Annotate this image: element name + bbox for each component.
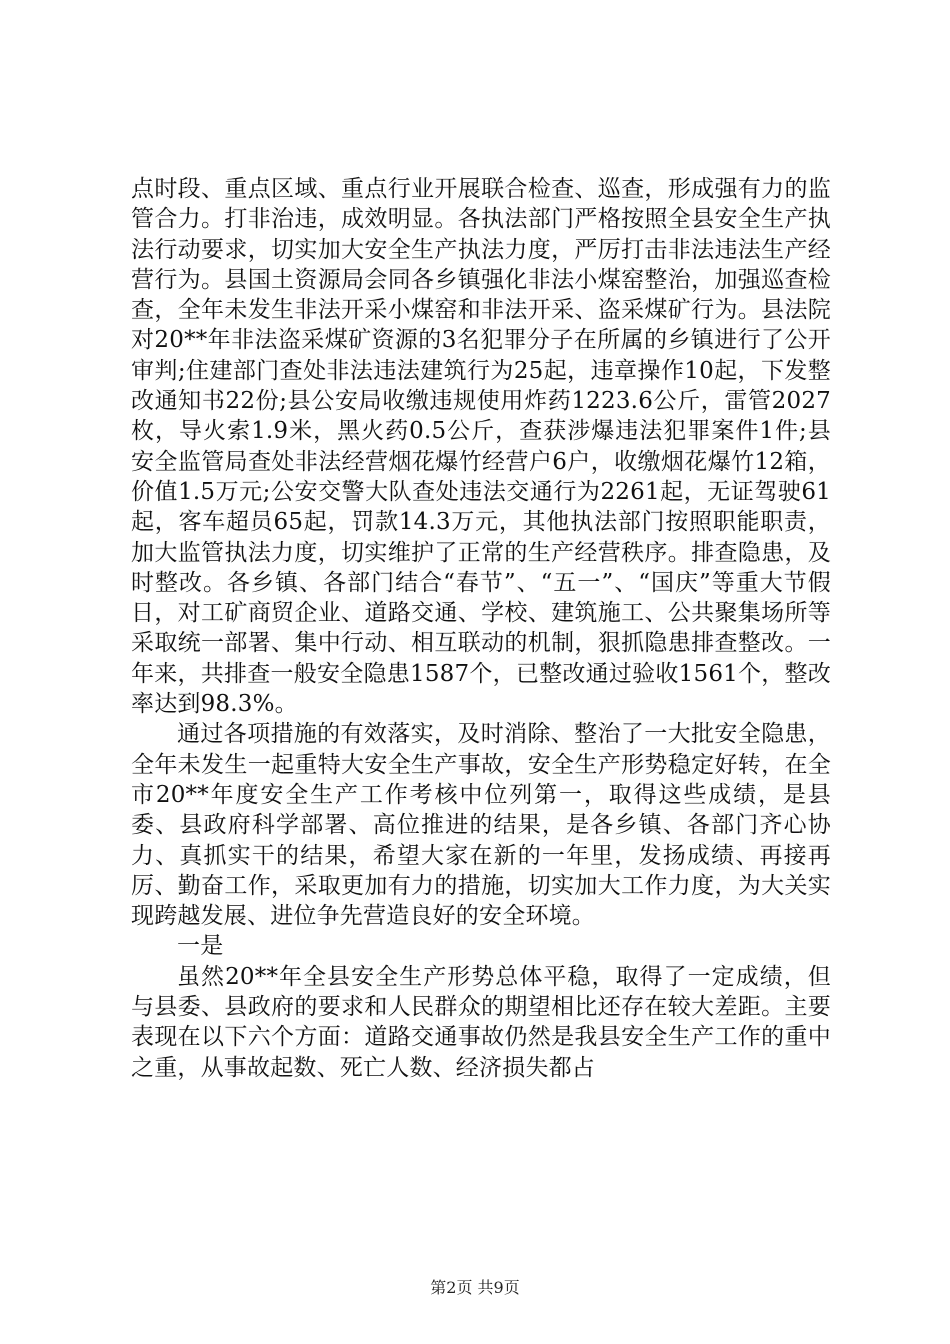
document-body	[131, 174, 831, 1083]
paragraph-heading-first: 一是	[177, 933, 224, 960]
paragraph-results: 通过各项措施的有效落实，及时消除、整治了一大批安全隐患，全年未发生一起重特大安全生产事故，安全生产形势稳定好转，在全市20**年度安全生产工作考核中位列第一，取得这些成绩，是县委、县政府科学部署、高位推进的结果，是各乡镇、各部门齐心协力、真抓实干的结果，希望大家在新的一年里，发扬成绩、再接再厉、勤奋工作，采取更加有力的措施，切实加大工作力度，为大关实现跨越发展、进位争先营造良好的安全环境。	[131, 721, 831, 930]
paragraph-continued: 点时段、重点区域、重点行业开展联合检查、巡查，形成强有力的监管合力。打非治违，成效明显。各执法部门严格按照全县安全生产执法行动要求，切实加大安全生产执法力度，严厉打击非法违法生产经营行为。县国土资源局会同各乡镇强化非法小煤窑整治，加强巡查检查，全年未发生非法开采小煤窑和非法开采、盗采煤矿行为。县法院对20**年非法盗采煤矿资源的3名犯罪分子在所属的乡镇进行了公开审判;住建部门查处非法违法建筑行为25起，违章操作10起，下发整改通知书22份;县公安局收缴违规使用炸药1223.6公斤，雷管2027枚，导火索1.9米，黑火药0.5公斤，查获涉爆违法犯罪案件1件;县安全监管局查处非法经营烟花爆竹经营户6户，收缴烟花爆竹12箱，价值1.5万元;公安交警大队查处违法交通行为2261起，无证驾驶61起，客车超员65起，罚款14.3万元，其他执法部门按照职能职责，加大监管执法力度，切实维护了正常的生产经营秩序。排查隐患，及时整改。各乡镇、各部门结合“春节”、“五一”、“国庆”等重大节假日，对工矿商贸企业、道路交通、学校、建筑施工、公共聚集场所等采取统一部署、集中行动、相互联动的机制，狠抓隐患排查整改。一年来，共排查一般安全隐患1587个，已整改通过验收1561个，整改率达到98.3%。	[131, 176, 831, 718]
page-number-footer: 第2页 共9页	[430, 1278, 520, 1297]
paragraph-problems: 虽然20**年全县安全生产形势总体平稳，取得了一定成绩，但与县委、县政府的要求和人民群众的期望相比还存在较大差距。主要表现在以下六个方面：道路交通事故仍然是我县安全生产工作的重中之重，从事故起数、死亡人数、经济损失都占	[131, 963, 831, 1081]
